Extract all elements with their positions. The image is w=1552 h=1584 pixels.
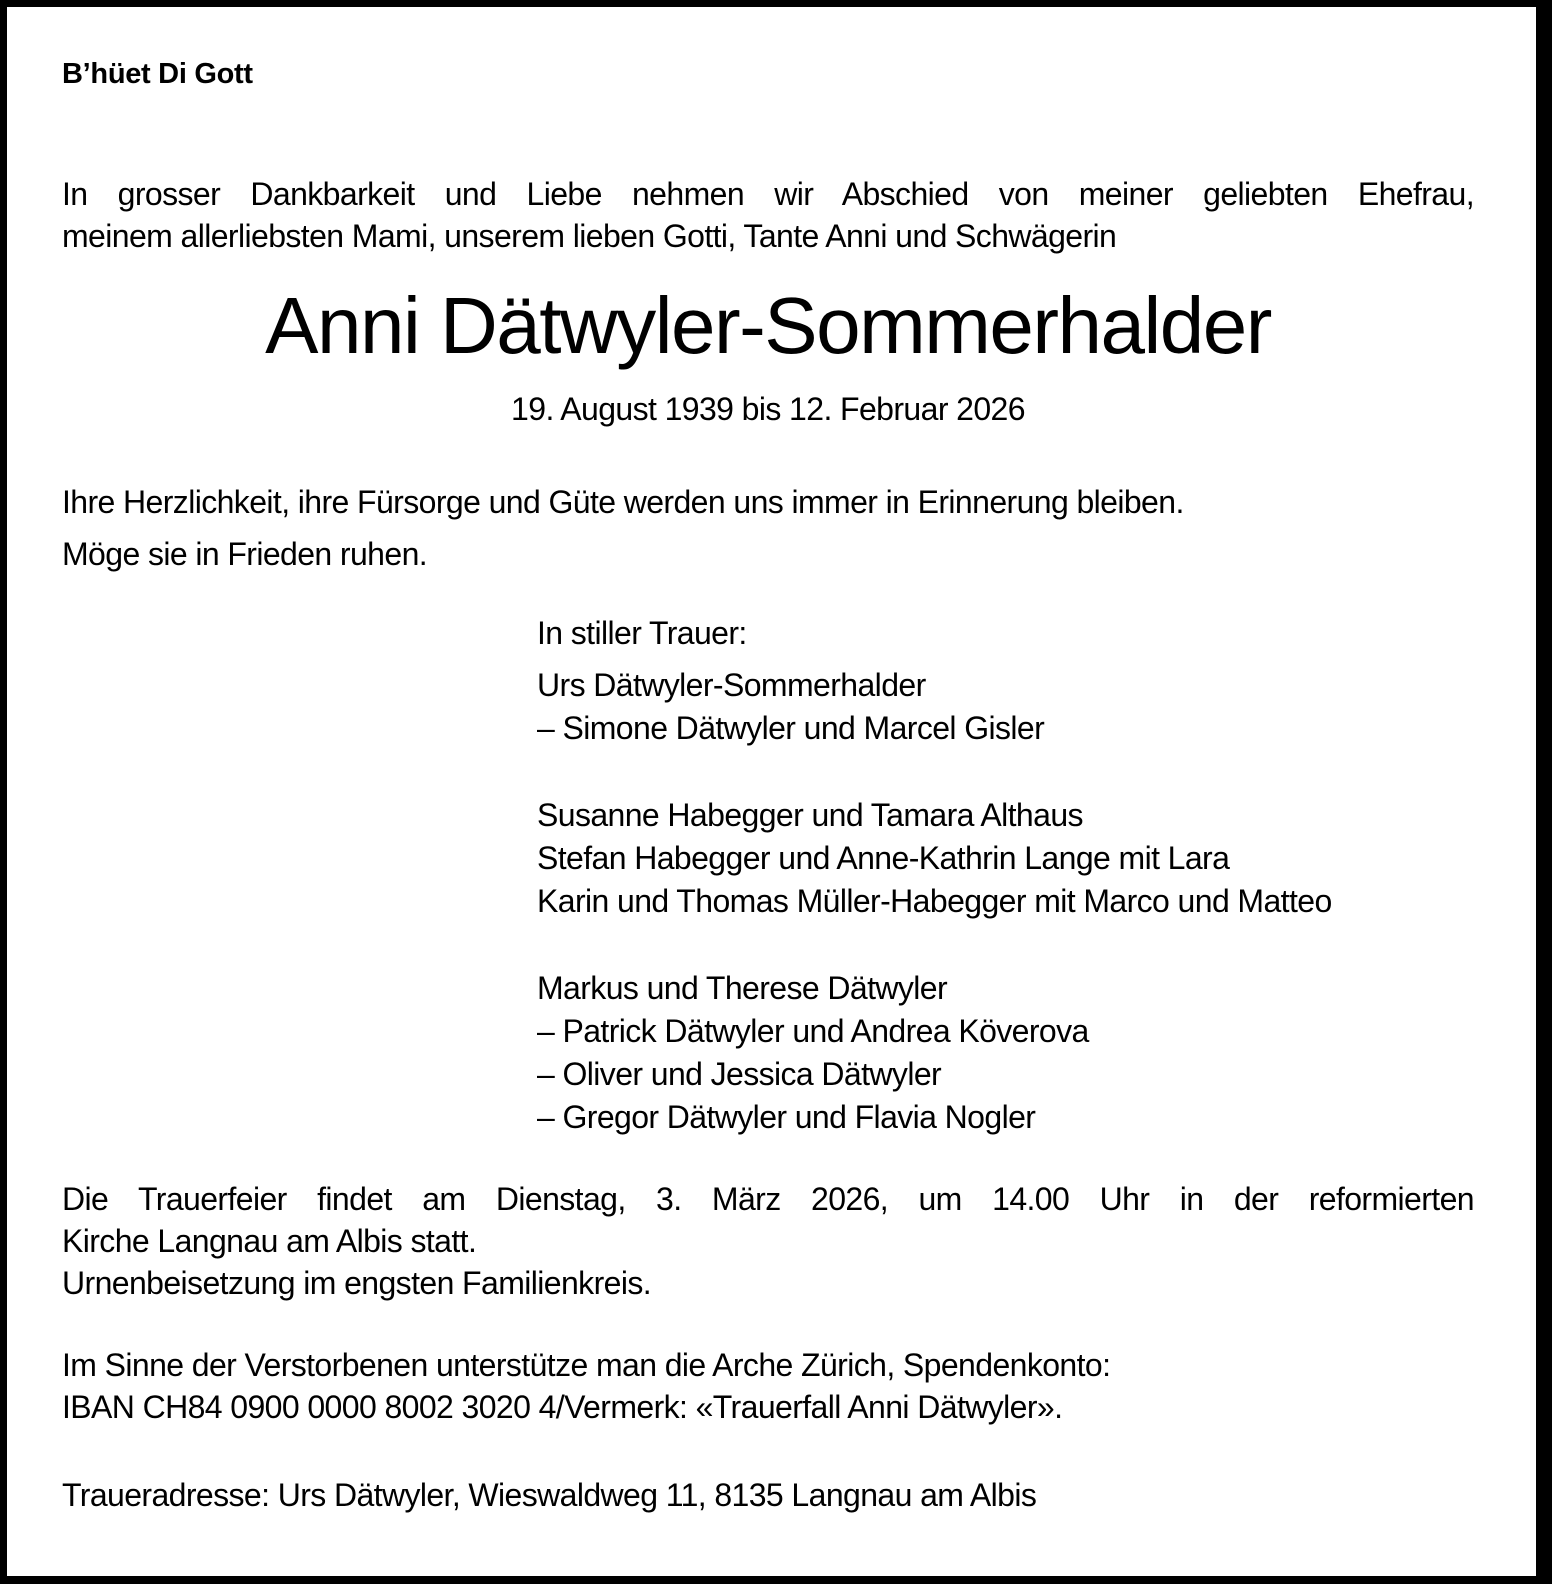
life-dates: 19. August 1939 bis 12. Februar 2026	[511, 391, 1025, 427]
mourning-address: Traueradresse: Urs Dätwyler, Wieswaldweg 11, 8135 Langnau am Albis	[62, 1477, 1037, 1513]
mourner-line: – Gregor Dätwyler und Flavia Nogler	[537, 1099, 1036, 1135]
mourner-line: Markus und Therese Dätwyler	[537, 970, 948, 1006]
donation-line: Im Sinne der Verstorbenen unterstütze man die Arche Zürich, Spendenkonto:	[62, 1347, 1111, 1383]
ceremony-line: Die Trauerfeier findet am Dienstag, 3. März 2026, um 14.00 Uhr in der reformierten	[62, 1181, 1474, 1217]
mourner-group	[537, 664, 1332, 750]
ceremony-paragraph	[62, 1178, 1474, 1304]
mourner-line: Susanne Habegger und Tamara Althaus	[537, 797, 1083, 833]
intro-paragraph	[62, 173, 1474, 257]
mourner-group	[537, 794, 1332, 923]
mourner-line: Urs Dätwyler-Sommerhalder	[537, 667, 926, 703]
mourner-line: – Simone Dätwyler und Marcel Gisler	[537, 710, 1045, 746]
intro-line: meinem allerliebsten Mami, unserem lieben Gotti, Tante Anni und Schwägerin	[62, 218, 1117, 254]
mourner-group	[537, 967, 1332, 1139]
mourner-line: – Patrick Dätwyler und Andrea Köverova	[537, 1013, 1089, 1049]
ceremony-line: Urnenbeisetzung im engsten Familienkreis.	[62, 1265, 652, 1301]
mourner-line: Karin und Thomas Müller-Habegger mit Marco und Matteo	[537, 883, 1332, 919]
ceremony-line: Kirche Langnau am Albis statt.	[62, 1223, 477, 1259]
intro-line: In grosser Dankbarkeit und Liebe nehmen wir Abschied von meiner geliebten Ehefrau,	[62, 176, 1474, 212]
deceased-name: Anni Dätwyler-Sommerhalder	[265, 281, 1271, 370]
donation-line: IBAN CH84 0900 0000 8002 3020 4/Vermerk: «Trauerfall Anni Dätwyler».	[62, 1389, 1063, 1425]
mourners-heading: In stiller Trauer:	[537, 615, 747, 651]
mourners-list	[537, 612, 1332, 1183]
tribute-line: Ihre Herzlichkeit, ihre Fürsorge und Güte werden uns immer in Erinnerung bleiben.	[62, 484, 1184, 520]
mourner-line: – Oliver und Jessica Dätwyler	[537, 1056, 942, 1092]
donation-paragraph	[62, 1344, 1110, 1428]
mourner-line: Stefan Habegger und Anne-Kathrin Lange mit Lara	[537, 840, 1230, 876]
tribute-line: Möge sie in Frieden ruhen.	[62, 536, 428, 572]
greeting: B’hüet Di Gott	[62, 58, 253, 90]
tribute-paragraph	[62, 476, 1184, 580]
